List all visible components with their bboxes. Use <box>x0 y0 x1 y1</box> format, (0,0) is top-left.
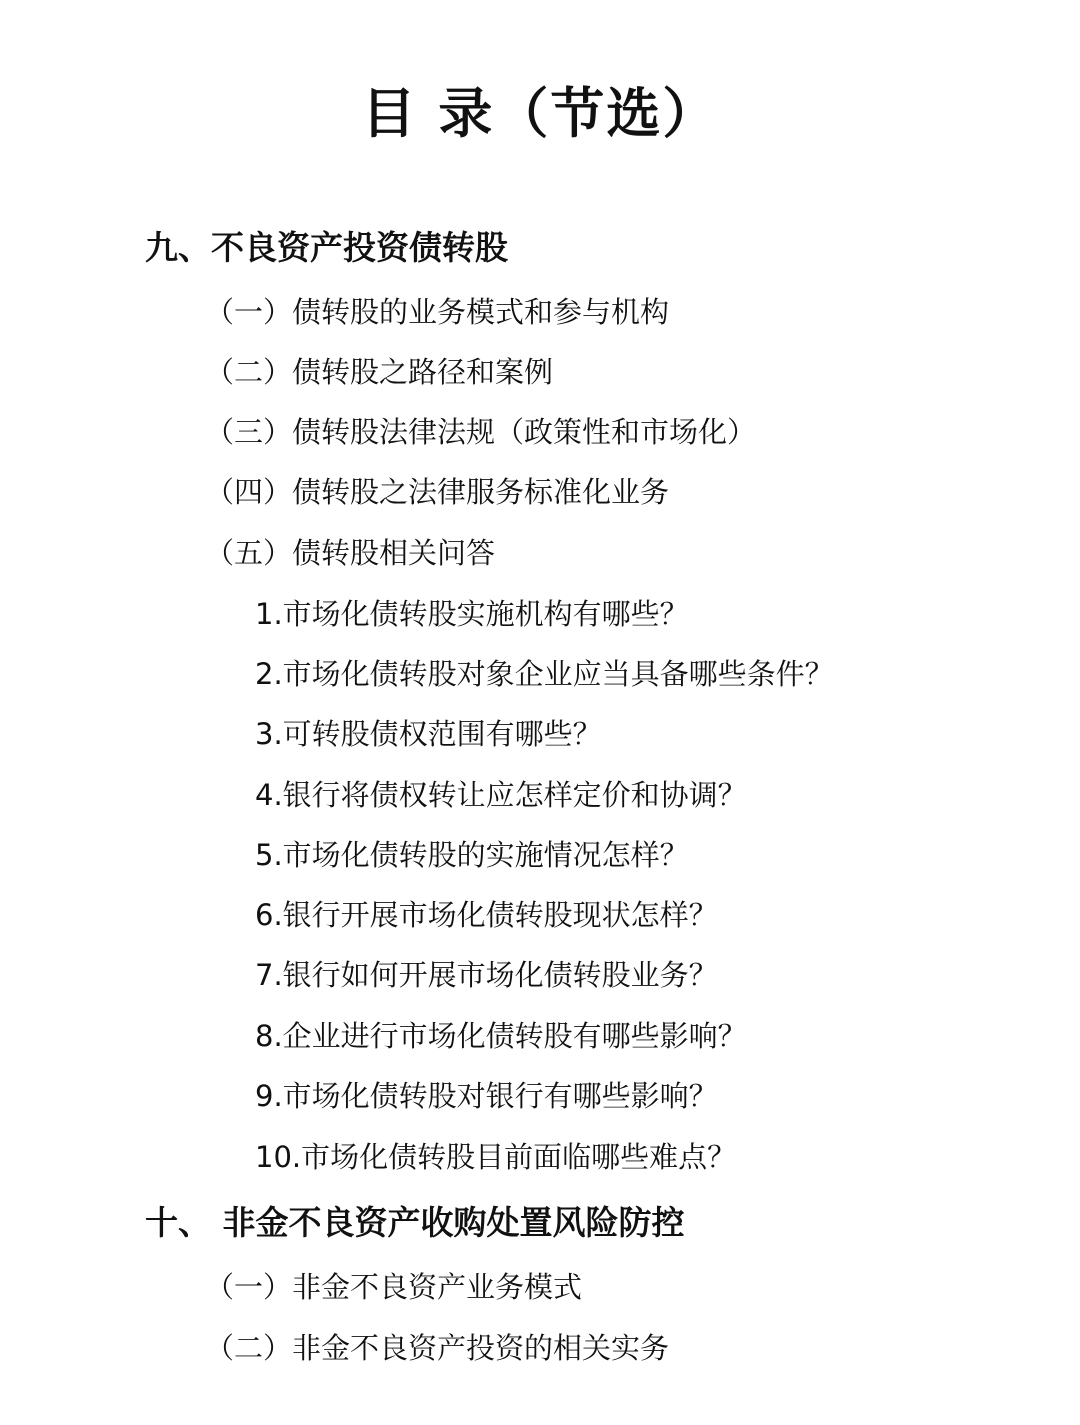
section-item: （五）债转股相关问答 <box>205 536 496 570</box>
question-item: 7.银行如何开展市场化债转股业务？ <box>255 958 718 992</box>
question-item: 3.可转股债权范围有哪些？ <box>255 717 602 751</box>
page-title: 目 录（节选） <box>361 82 719 145</box>
section-item: （一）非金不良资产业务模式 <box>205 1270 583 1304</box>
question-item: 10.市场化债转股目前面临哪些难点？ <box>255 1140 737 1174</box>
question-item: 9.市场化债转股对银行有哪些影响？ <box>255 1079 718 1113</box>
question-item: 1.市场化债转股实施机构有哪些？ <box>255 597 689 631</box>
question-item: 2.市场化债转股对象企业应当具备哪些条件？ <box>255 657 834 691</box>
question-item: 8.企业进行市场化债转股有哪些影响？ <box>255 1019 747 1053</box>
section-item: （三）债转股法律法规（政策性和市场化） <box>205 415 757 449</box>
section-item: （二）非金不良资产投资的相关实务 <box>205 1331 670 1365</box>
section-item: （二）债转股之路径和案例 <box>205 355 554 389</box>
question-item: 6.银行开展市场化债转股现状怎样？ <box>255 898 718 932</box>
question-item: 4.银行将债权转让应怎样定价和协调？ <box>255 778 747 812</box>
chapter-9-heading: 九、不良资产投资债转股 <box>145 228 508 267</box>
section-item: （四）债转股之法律服务标准化业务 <box>205 475 670 509</box>
chapter-10-heading: 十、 非金不良资产收购处置风险防控 <box>145 1203 685 1242</box>
question-item: 5.市场化债转股的实施情况怎样？ <box>255 838 689 872</box>
section-item: （一）债转股的业务模式和参与机构 <box>205 295 670 329</box>
